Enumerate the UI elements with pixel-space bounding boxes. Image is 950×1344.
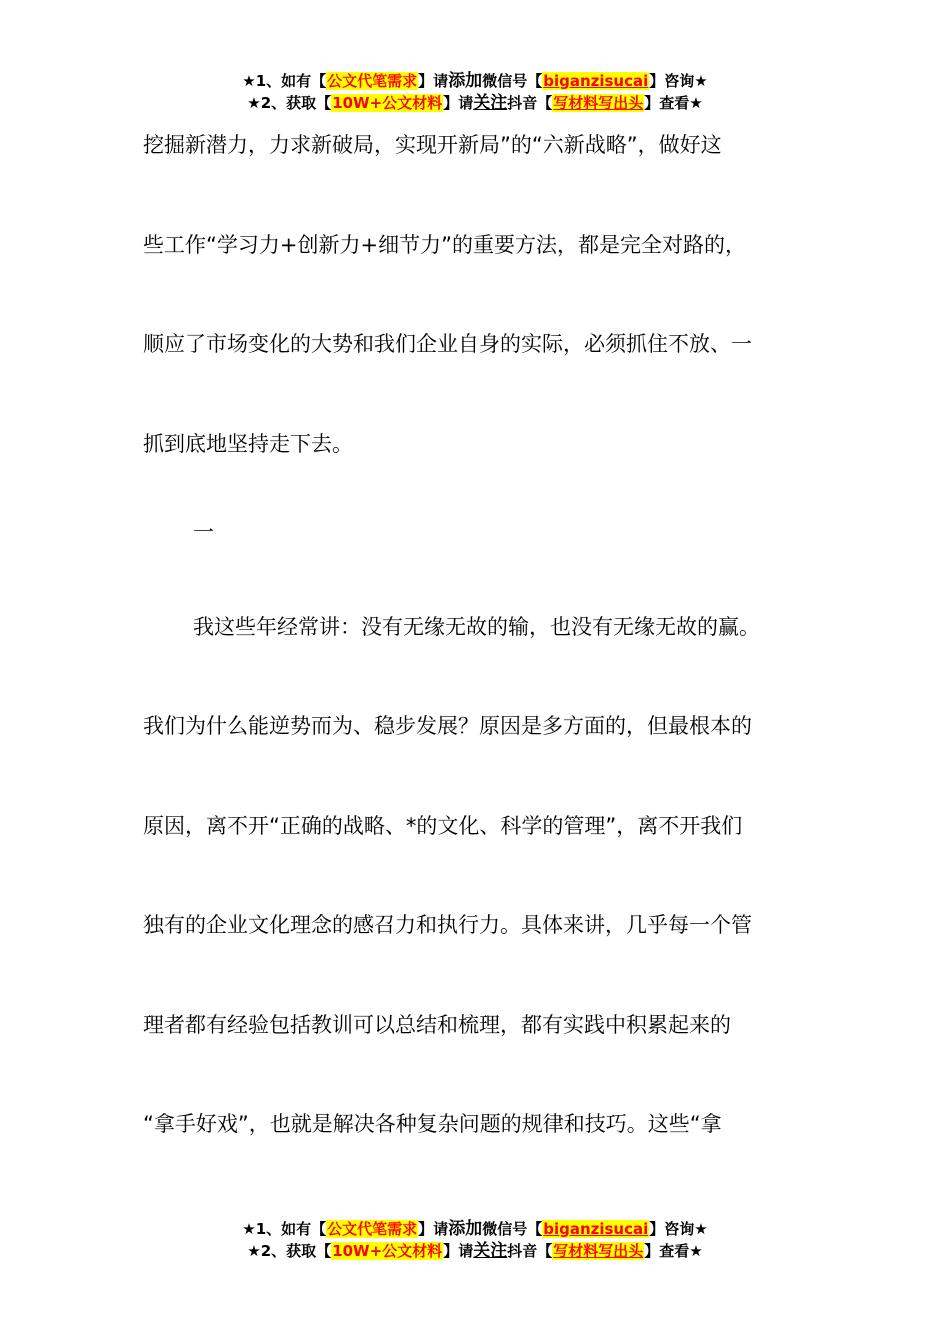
- body-line: 抓到底地坚持走下去。: [143, 432, 353, 456]
- highlight-materials: 10W+公文材料: [332, 94, 443, 112]
- banner-line-2: ★2、获取【10W+公文材料】请关注抖音【写材料写出头】查看★: [247, 1241, 703, 1261]
- highlight-materials: 10W+公文材料: [332, 1242, 443, 1260]
- banner-line-2: ★2、获取【10W+公文材料】请关注抖音【写材料写出头】查看★: [247, 93, 703, 113]
- douyin-account-link[interactable]: 写材料写出头: [553, 1242, 644, 1260]
- highlight-service: 公文代笔需求: [327, 72, 418, 90]
- body-line: 我这些年经常讲：没有无缘无故的输，也没有无缘无故的赢。: [193, 615, 760, 639]
- footer-banner: [0, 1218, 950, 1262]
- section-marker: 一: [193, 520, 214, 544]
- body-line: 些工作“学习力+创新力+细节力”的重要方法，都是完全对路的，: [143, 233, 746, 257]
- body-line: 我们为什么能逆势而为、稳步发展？原因是多方面的，但最根本的: [143, 714, 752, 738]
- body-line: 顺应了市场变化的大势和我们企业自身的实际，必须抓住不放、一: [143, 332, 752, 356]
- body-line: 原因，离不开“正确的战略、*的文化、科学的管理”，离不开我们: [143, 814, 743, 838]
- banner-line-1: ★1、如有【公文代笔需求】请添加微信号【biganzisucai】咨询★: [242, 1219, 708, 1239]
- body-line: 挖掘新潜力，力求新破局，实现开新局”的“六新战略”，做好这: [143, 133, 722, 157]
- wechat-id-link[interactable]: biganzisucai: [543, 1220, 649, 1238]
- body-line: 理者都有经验包括教训可以总结和梳理，都有实践中积累起来的: [143, 1013, 731, 1037]
- banner-line-1: ★1、如有【公文代笔需求】请添加微信号【biganzisucai】咨询★: [242, 71, 708, 91]
- highlight-service: 公文代笔需求: [327, 1220, 418, 1238]
- body-line: 独有的企业文化理念的感召力和执行力。具体来讲，几乎每一个管: [143, 913, 752, 937]
- header-banner: [0, 70, 950, 114]
- wechat-id-link[interactable]: biganzisucai: [543, 72, 649, 90]
- douyin-account-link[interactable]: 写材料写出头: [553, 94, 644, 112]
- body-line: “拿手好戏”，也就是解决各种复杂问题的规律和技巧。这些“拿: [143, 1112, 722, 1136]
